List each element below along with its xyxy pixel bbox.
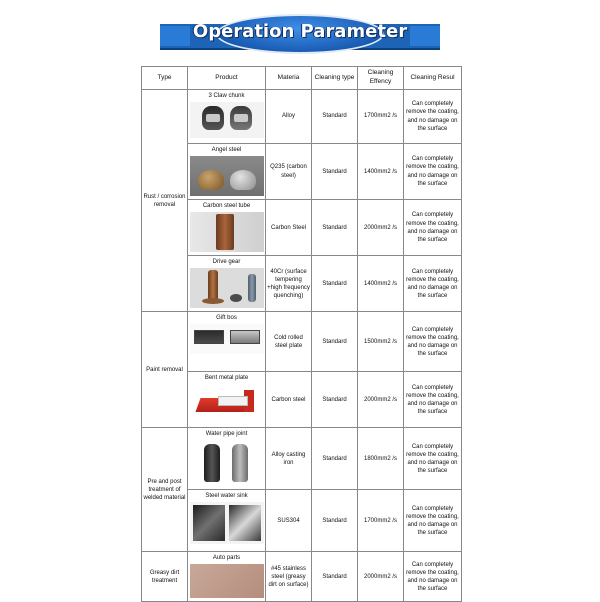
material-cell: #45 stainless steel (greasy dirt on surface) [266,552,312,602]
result-cell: Can completely remove the coating, and no damage on the surface [404,312,462,372]
header-cleaning-type: Cleaning type [312,67,358,90]
header-product: Product [188,67,266,90]
cleaning-type-cell: Standard [312,372,358,428]
header-efficiency: Cleaning Effency [358,67,404,90]
efficiency-cell: 1700mm2 /s [358,90,404,144]
efficiency-cell: 2000mm2 /s [358,372,404,428]
table-row [142,200,462,256]
product-name: Water pipe joint [205,431,248,438]
claw-ring [206,114,220,122]
type-cell-rust: Rust / corrosion removal [142,90,188,312]
product-name: Bent metal plate [204,375,249,382]
gift-box-photo [190,324,264,354]
cleaning-type-cell: Standard [312,490,358,552]
efficiency-cell: 1700mm2 /s [358,490,404,552]
product-name: Gift bos [216,315,237,322]
efficiency-cell: 1400mm2 /s [358,256,404,312]
product-name: Carbon steel tube [202,203,251,210]
table-header-row [142,67,462,90]
efficiency-cell: 2000mm2 /s [358,552,404,602]
result-cell: Can completely remove the coating, and no damage on the surface [404,90,462,144]
table-row [142,372,462,428]
product-name: Drive gear [212,259,241,266]
material-cell: Alloy casting iron [266,428,312,490]
result-cell: Can completely remove the coating, and no damage on the surface [404,552,462,602]
clean-cap [230,170,256,190]
type-cell-welded: Pre and post treatment of welded material [142,428,188,552]
cleaning-type-cell: Standard [312,200,358,256]
water-sink-photo [190,502,264,544]
bent-plate-photo [190,384,264,418]
table-row [142,312,462,372]
cleaning-type-cell: Standard [312,90,358,144]
operation-parameter-banner [160,12,440,56]
product-cell [188,372,266,428]
result-cell: Can completely remove the coating, and no damage on the surface [404,428,462,490]
rusty-cap [198,170,224,190]
header-result: Cleaning Resul [404,67,462,90]
product-cell [188,428,266,490]
product-name: Auto parts [212,555,241,562]
drive-gear-photo [190,268,264,308]
product-name: Steel water sink [205,493,248,500]
pipe-joint-photo [190,440,264,486]
result-cell: Can completely remove the coating, and no damage on the surface [404,256,462,312]
product-cell [188,200,266,256]
table-row [142,144,462,200]
steel-tube [216,214,234,250]
cleaning-type-cell: Standard [312,428,358,490]
result-cell: Can completely remove the coating, and no damage on the surface [404,144,462,200]
product-cell [188,90,266,144]
angel-steel-photo [190,156,264,196]
type-cell-greasy: Greasy dirt treatment [142,552,188,602]
cleaning-type-cell: Standard [312,552,358,602]
material-cell: SUS304 [266,490,312,552]
header-type: Type [142,67,188,90]
table-row [142,256,462,312]
header-material: Materia [266,67,312,90]
product-name: Angel steel [211,147,242,153]
product-cell [188,490,266,552]
painted-plate [194,330,224,344]
product-cell [188,256,266,312]
material-cell: Q235 (carbon steel) [266,144,312,200]
claw-ring [234,114,248,122]
table-row [142,90,462,144]
efficiency-cell: 1800mm2 /s [358,428,404,490]
material-cell: Cold rolled steel plate [266,312,312,372]
cleaned-plate [230,330,260,344]
cleaned-strip [218,396,248,406]
result-cell: Can completely remove the coating, and no damage on the surface [404,200,462,256]
gear-ring [230,294,242,302]
efficiency-cell: 1500mm2 /s [358,312,404,372]
clean-gear-shaft [248,274,256,302]
material-cell: Carbon Steel [266,200,312,256]
steel-tube-photo [190,212,264,252]
material-cell: 40Cr (surface tempering +high frequency quenching) [266,256,312,312]
operation-parameter-table [141,66,462,602]
result-cell: Can completely remove the coating, and no damage on the surface [404,490,462,552]
claw-chunk-photo [190,102,264,138]
efficiency-cell: 2000mm2 /s [358,200,404,256]
dirty-sink-panel [193,505,225,541]
cleaning-type-cell: Standard [312,144,358,200]
product-cell [188,144,266,200]
dirty-pipe-joint [204,444,220,482]
material-cell: Alloy [266,90,312,144]
gear-base [202,298,224,304]
table-row [142,490,462,552]
cleaning-type-cell: Standard [312,312,358,372]
page-title: Operation Parameter [192,21,408,42]
cleaning-type-cell: Standard [312,256,358,312]
clean-pipe-joint [232,444,248,482]
table-row [142,552,462,602]
type-cell-paint: Paint removal [142,312,188,428]
auto-parts-photo [190,564,264,598]
material-cell: Carbon steel [266,372,312,428]
product-cell [188,552,266,602]
efficiency-cell: 1400mm2 /s [358,144,404,200]
clean-sink-panel [229,505,261,541]
product-name: 3 Claw chunk [208,93,245,99]
result-cell: Can completely remove the coating, and no damage on the surface [404,372,462,428]
table-row [142,428,462,490]
product-cell [188,312,266,372]
